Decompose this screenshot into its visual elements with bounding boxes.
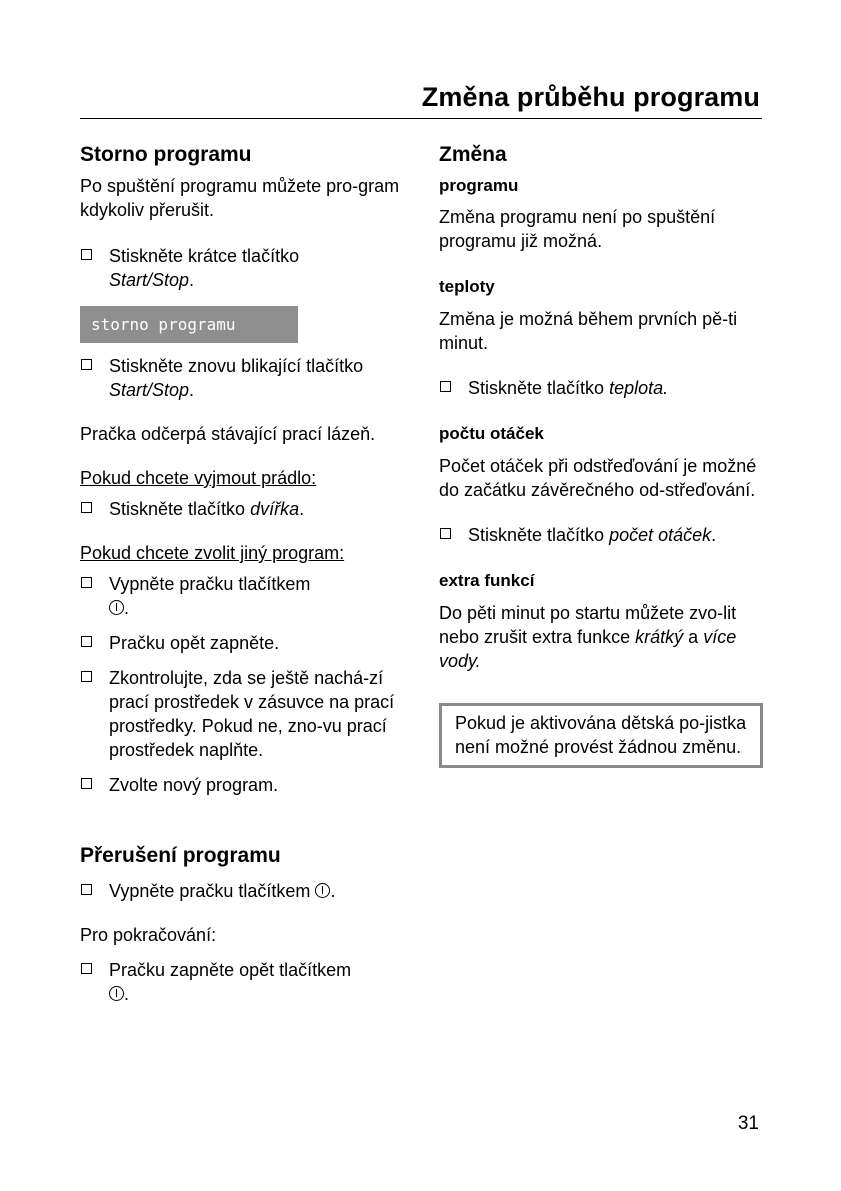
checkbox-bullet-icon — [81, 502, 92, 513]
left-column — [80, 140, 400, 1006]
checkbox-bullet-icon — [440, 528, 451, 539]
step-text: Stiskněte znovu blikající tlačítko — [109, 356, 364, 376]
extra-functions-body: Do pěti minut po startu můžete zvo-lit nebo zrušit extra funkce — [439, 603, 737, 647]
step-text: Zkontrolujte, zda se ještě nachá-zí prací prostředek v zásuvce na prací prostředky. Pokud ne, zno-vu prací prostředek naplňte. — [109, 668, 395, 760]
change-heading: Změna — [439, 143, 507, 166]
extra-functions-text — [439, 601, 763, 673]
continue-label: Pro pokračování: — [80, 925, 217, 945]
temperature-text: Změna je možná během prvních pě-ti minut. — [439, 309, 738, 353]
other-step-4 — [80, 773, 400, 797]
checkbox-bullet-icon — [81, 577, 92, 588]
program-subheading: programu — [439, 176, 519, 195]
step-text: Stiskněte tlačítko — [468, 525, 605, 545]
other-step-2 — [80, 631, 400, 655]
checkbox-bullet-icon — [81, 778, 92, 789]
cancel-step-2: Stiskněte znovu blikající tlačítko Start/Stop. — [80, 354, 400, 402]
page-header — [80, 80, 762, 119]
checkbox-bullet-icon — [81, 249, 92, 260]
checkbox-bullet-icon — [81, 636, 92, 647]
step-text: Zvolte nový program. — [109, 775, 279, 795]
interrupt-heading: Přerušení programu — [80, 844, 281, 867]
step-text: Vypněte pračku tlačítkem — [109, 881, 311, 901]
other-step-1: Vypněte pračku tlačítkem . — [80, 572, 400, 620]
step-text: Stiskněte krátce tlačítko — [109, 246, 300, 266]
checkbox-bullet-icon — [81, 963, 92, 974]
checkbox-bullet-icon — [440, 381, 451, 392]
short-function-name: krátký — [635, 627, 684, 647]
power-icon — [109, 986, 124, 1001]
conjunction: a — [688, 627, 699, 647]
start-stop-button-name: Start/Stop — [109, 270, 190, 290]
spin-speed-button-name: počet otáček — [609, 525, 712, 545]
temperature-step — [439, 376, 763, 400]
other-step-3 — [80, 666, 400, 762]
display-panel: storno programu — [80, 306, 298, 343]
drain-text: Pračka odčerpá stávající prací lázeň. — [80, 424, 376, 444]
other-program-label: Pokud chcete zvolit jiný program: — [80, 543, 345, 563]
page-number: 31 — [737, 1113, 759, 1134]
step-text: Stiskněte tlačítko — [109, 499, 246, 519]
spin-speed-subheading: počtu otáček — [439, 424, 544, 443]
spin-speed-step: Stiskněte tlačítko počet otáček. — [439, 523, 763, 547]
power-icon — [109, 600, 124, 615]
checkbox-bullet-icon — [81, 671, 92, 682]
continue-step: Pračku zapněte opět tlačítkem . — [80, 958, 400, 1006]
step-text: Vypněte pračku tlačítkem — [109, 574, 311, 594]
extra-functions-subheading: extra funkcí — [439, 571, 535, 590]
power-icon — [315, 883, 330, 898]
step-text: Pračku zapněte opět tlačítkem — [109, 960, 352, 980]
cancel-heading: Storno programu — [80, 143, 252, 166]
page-title: Změna průběhu programu — [421, 82, 760, 112]
remove-step: Stiskněte tlačítko dvířka. — [80, 497, 400, 521]
cancel-intro: Po spuštění programu můžete pro-gram kdykoliv přerušit. — [80, 176, 400, 220]
child-lock-note-box — [439, 703, 763, 768]
checkbox-bullet-icon — [81, 359, 92, 370]
checkbox-bullet-icon — [81, 884, 92, 895]
interrupt-step: Vypněte pračku tlačítkem . — [80, 879, 400, 903]
start-stop-button-name: Start/Stop — [109, 380, 190, 400]
step-text: Pračku opět zapněte. — [109, 633, 280, 653]
cancel-step-1: Stiskněte krátce tlačítko Start/Stop. — [80, 244, 400, 292]
right-column — [439, 140, 763, 768]
spin-speed-text: Počet otáček při odstřeďování je možné do začátku závěrečného od-střeďování. — [439, 456, 757, 500]
temperature-subheading: teploty — [439, 277, 495, 296]
program-text: Změna programu není po spuštění programu již možná. — [439, 207, 716, 251]
temperature-button-name: teplota. — [609, 378, 669, 398]
more-water-function-name: více vody. — [439, 627, 737, 671]
door-button-name: dvířka — [250, 499, 300, 519]
remove-label: Pokud chcete vyjmout prádlo: — [80, 468, 317, 488]
child-lock-note: Pokud je aktivována dětská po-jistka není možné provést žádnou změnu. — [455, 713, 747, 757]
step-text: Stiskněte tlačítko — [468, 378, 605, 398]
